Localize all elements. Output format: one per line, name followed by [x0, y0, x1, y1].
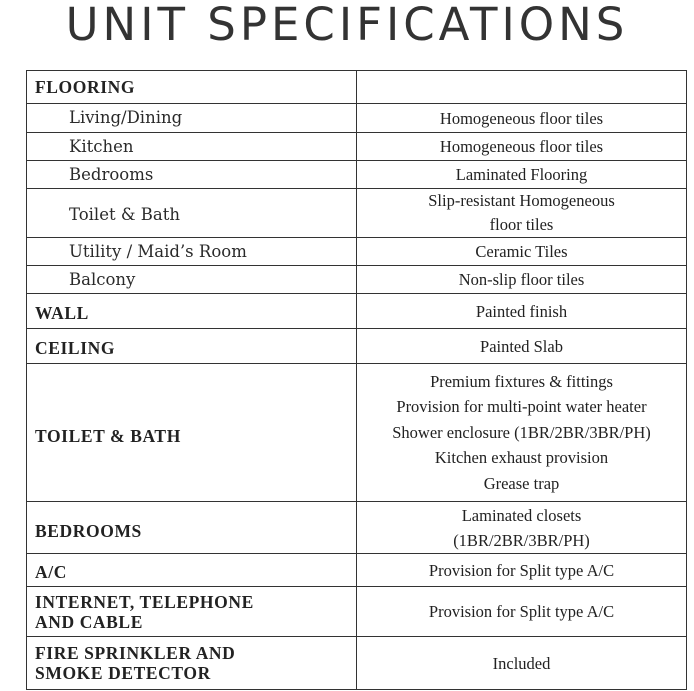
- wall-heading: WALL: [35, 303, 89, 323]
- flooring-item-label: Kitchen: [69, 136, 134, 156]
- table-row: [27, 189, 687, 238]
- toilet-bath-values: [357, 364, 687, 502]
- value-line: Shower enclosure (1BR/2BR/3BR/PH): [392, 422, 651, 442]
- flooring-item-value: Ceramic Tiles: [357, 238, 687, 266]
- ceiling-heading: CEILING: [35, 338, 116, 358]
- internet-row: [27, 587, 687, 637]
- value-line: floor tiles: [489, 215, 554, 234]
- fire-heading-line: SMOKE DETECTOR: [35, 663, 211, 683]
- ceiling-value: Painted Slab: [357, 329, 687, 364]
- table-row: [27, 133, 687, 161]
- value-line: Grease trap: [483, 473, 560, 493]
- table-row: [27, 266, 687, 294]
- flooring-item-label: Living/Dining: [69, 108, 183, 127]
- value-line: Laminated closets: [461, 505, 582, 525]
- ceiling-row: [27, 329, 687, 364]
- bedrooms-values: [357, 502, 687, 554]
- flooring-item-value: [357, 189, 687, 238]
- flooring-item-label: Bedrooms: [69, 164, 154, 184]
- flooring-item-label: Balcony: [69, 269, 136, 289]
- flooring-empty-cell: [357, 71, 687, 104]
- internet-heading-line: INTERNET, TELEPHONE: [35, 591, 254, 612]
- wall-row: [27, 294, 687, 329]
- ac-value: Provision for Split type A/C: [357, 554, 687, 587]
- flooring-item-value: Non-slip floor tiles: [357, 266, 687, 294]
- specifications-table: [26, 70, 687, 690]
- page-title: UNIT SPECIFICATIONS: [65, 0, 629, 51]
- flooring-header-row: [27, 71, 687, 104]
- table-row: [27, 161, 687, 189]
- flooring-item-value: Homogeneous floor tiles: [357, 104, 687, 133]
- internet-value: Provision for Split type A/C: [357, 587, 687, 637]
- ac-heading: A/C: [35, 562, 67, 582]
- flooring-heading: FLOORING: [35, 77, 136, 97]
- table-row: [27, 238, 687, 266]
- flooring-item-value: Homogeneous floor tiles: [357, 133, 687, 161]
- ac-row: [27, 554, 687, 587]
- flooring-item-value: Laminated Flooring: [357, 161, 687, 189]
- toilet-bath-row: [27, 364, 687, 502]
- wall-value: Painted finish: [357, 294, 687, 329]
- value-line: (1BR/2BR/3BR/PH): [453, 530, 590, 550]
- value-line: Slip-resistant Homogeneous: [428, 191, 615, 210]
- internet-heading-line: AND CABLE: [35, 611, 143, 632]
- value-line: Premium fixtures & fittings: [430, 371, 613, 391]
- fire-heading-line: FIRE SPRINKLER AND: [35, 643, 236, 663]
- flooring-item-label: Utility / Maid’s Room: [69, 241, 247, 261]
- flooring-item-label: Toilet & Bath: [69, 205, 181, 224]
- bedrooms-heading: BEDROOMS: [35, 520, 142, 541]
- fire-value: Included: [357, 637, 687, 690]
- table-row: [27, 104, 687, 133]
- flooring-heading-cell: [27, 71, 357, 104]
- bedrooms-row: [27, 502, 687, 554]
- value-line: Kitchen exhaust provision: [434, 448, 609, 468]
- toilet-bath-heading: TOILET & BATH: [35, 425, 181, 446]
- fire-row: [27, 637, 687, 690]
- value-line: Provision for multi-point water heater: [396, 397, 647, 417]
